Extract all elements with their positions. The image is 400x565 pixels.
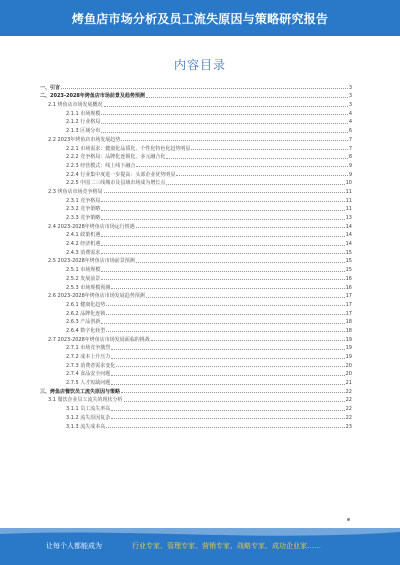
toc-entry-label: 2.5.3 市场规模预测 — [66, 284, 111, 291]
toc-leader-dots — [101, 123, 348, 124]
toc-leader-dots — [101, 132, 348, 133]
toc-entry[interactable] — [40, 351, 352, 360]
toc-entry[interactable] — [40, 403, 352, 412]
toc-entry-label: 二、2023-2028年烤鱼店市场前景及趋势预测 — [40, 93, 145, 100]
toc-entry-label: 2.2.5 中国二三线城市及县域市场成为增长点 — [66, 180, 166, 187]
toc-entry[interactable] — [40, 299, 352, 308]
toc-entry[interactable] — [40, 247, 352, 256]
toc-entry-label: 2.2.1 市场需求：健康化品质化、个性化特色化趋势明显 — [66, 145, 191, 152]
toc-leader-dots — [124, 401, 345, 402]
toc-leader-dots — [101, 210, 344, 211]
toc-entry-page: 14 — [345, 232, 352, 239]
toc-entry-page: 17 — [345, 310, 352, 317]
toc-entry-page: 9 — [348, 162, 352, 169]
toc-entry[interactable] — [40, 386, 352, 395]
toc-entry-page: 22 — [345, 388, 352, 395]
toc-leader-dots — [106, 314, 344, 315]
toc-leader-dots — [101, 323, 344, 324]
toc-entry[interactable] — [40, 117, 352, 126]
toc-leader-dots — [111, 384, 344, 385]
toc-entry[interactable] — [40, 343, 352, 352]
toc-entry-label: 2.4.2 经济机遇 — [66, 241, 101, 248]
footer-slogan: 让每个人都能成为 — [46, 542, 102, 550]
toc-entry-page: 4 — [348, 119, 352, 126]
toc-leader-dots — [111, 358, 344, 359]
toc-entry-page: 4 — [348, 110, 352, 117]
toc-entry-page: 10 — [345, 180, 352, 187]
toc-entry[interactable] — [40, 360, 352, 369]
toc-leader-dots — [104, 192, 345, 193]
report-header — [0, 0, 400, 36]
toc-entry-label: 2.7.5 人才短缺问题 — [66, 380, 111, 387]
toc-entry-page: 11 — [345, 206, 352, 213]
toc-entry-label: 3.1.1 员工流失率高 — [66, 406, 111, 413]
toc-leader-dots — [111, 410, 344, 411]
toc-leader-dots — [106, 305, 344, 306]
toc-entry-page: 3 — [348, 102, 352, 109]
toc-leader-dots — [106, 427, 344, 428]
toc-entry-page: 6 — [348, 128, 352, 135]
toc-leader-dots — [101, 279, 344, 280]
toc-entry-page: 15 — [345, 249, 352, 256]
toc-leader-dots — [106, 331, 344, 332]
toc-leader-dots — [151, 340, 345, 341]
toc-leader-dots — [104, 106, 348, 107]
toc-entry-page: 8 — [348, 154, 352, 161]
toc-leader-dots — [121, 140, 348, 141]
toc-leader-dots — [101, 245, 344, 246]
toc-entry[interactable] — [40, 421, 352, 430]
toc-leader-dots — [146, 97, 348, 98]
toc-entry-page: 19 — [345, 336, 352, 343]
toc-leader-dots — [101, 219, 344, 220]
toc-entry-page: 22 — [345, 406, 352, 413]
table-of-contents — [40, 82, 352, 430]
toc-entry-page: 7 — [348, 145, 352, 152]
toc-entry-page: 22 — [345, 397, 352, 404]
toc-entry[interactable] — [40, 160, 352, 169]
toc-entry-page: 15 — [345, 267, 352, 274]
toc-entry-label: 3.1.3 流失成本高 — [66, 423, 106, 430]
toc-entry-label: 2.2.3 经营模式：线上线下融合 — [66, 162, 136, 169]
toc-entry[interactable] — [40, 325, 352, 334]
toc-entry-label: 2.4.3 消费需求 — [66, 249, 101, 256]
toc-entry-label: 2.5.1 市场规模 — [66, 267, 101, 274]
toc-entry[interactable] — [40, 82, 352, 91]
toc-entry-label: 2.3.1 竞争格局 — [66, 197, 101, 204]
toc-entry-label: 2.3.2 竞争策略 — [66, 206, 101, 213]
toc-entry-page: 18 — [345, 319, 352, 326]
toc-entry[interactable] — [40, 308, 352, 317]
toc-entry-page: 23 — [345, 423, 352, 430]
toc-leader-dots — [146, 297, 345, 298]
toc-leader-dots — [136, 227, 345, 228]
toc-entry[interactable] — [40, 195, 352, 204]
toc-entry[interactable] — [40, 108, 352, 117]
toc-entry-page: 21 — [345, 380, 352, 387]
toc-entry[interactable] — [40, 273, 352, 282]
toc-entry-label: 2.7 2023-2028年烤鱼店市场发展面临的挑战 — [48, 336, 150, 343]
toc-entry[interactable] — [40, 221, 352, 230]
toc-entry-page: 14 — [345, 241, 352, 248]
toc-entry-label: 2.4 2023-2028年烤鱼店市场运行机遇 — [48, 223, 135, 230]
toc-entry[interactable] — [40, 377, 352, 386]
toc-leader-dots — [111, 288, 344, 289]
toc-entry-page: 7 — [348, 136, 352, 143]
toc-entry[interactable] — [40, 238, 352, 247]
toc-entry-page: 20 — [345, 371, 352, 378]
toc-entry[interactable] — [40, 369, 352, 378]
footer-slogan-highlight: 行业专家、管理专家、营销专家、战略专家、成功企业家…… — [132, 542, 321, 550]
toc-entry-page: 14 — [345, 223, 352, 230]
toc-entry[interactable] — [40, 204, 352, 213]
toc-entry-label: 2.7.3 消费者需求变化 — [66, 362, 116, 369]
toc-entry-page: 20 — [345, 362, 352, 369]
toc-leader-dots — [136, 262, 345, 263]
toc-leader-dots — [101, 201, 344, 202]
toc-entry-page: 3 — [348, 84, 352, 91]
toc-entry-page: 3 — [348, 93, 352, 100]
toc-entry-label: 2.6 2023-2028年烤鱼店市场发展趋势预测 — [48, 293, 145, 300]
toc-entry-label: 2.2 2023年烤鱼店市场发展趋势 — [48, 136, 121, 143]
toc-entry[interactable] — [40, 395, 352, 404]
toc-entry-label: 2.6.4 数字化转型 — [66, 327, 106, 334]
toc-entry[interactable] — [40, 334, 352, 343]
toc-entry-page: 18 — [345, 327, 352, 334]
toc-entry[interactable] — [40, 212, 352, 221]
toc-entry[interactable] — [40, 134, 352, 143]
toc-entry-label: 2.1.2 行业格局 — [66, 119, 101, 126]
toc-entry-label: 2.3 烤鱼店市场竞争格局 — [48, 188, 103, 195]
toc-entry-page: 19 — [345, 345, 352, 352]
toc-entry-page: 22 — [345, 414, 352, 421]
toc-entry[interactable] — [40, 178, 352, 187]
toc-entry-page: 19 — [345, 354, 352, 360]
toc-entry-page: 11 — [345, 188, 352, 195]
footer-banner — [0, 528, 400, 565]
toc-entry-page: 13 — [345, 215, 352, 221]
toc-leader-dots — [111, 418, 344, 419]
report-title: 烤鱼店市场分析及员工流失原因与策略研究报告 — [71, 11, 329, 26]
toc-entry[interactable] — [40, 256, 352, 265]
toc-entry-label: 2.6.3 产品创新 — [66, 319, 101, 326]
toc-entry-label: 2.4.1 政策机遇 — [66, 232, 101, 239]
toc-entry[interactable] — [40, 169, 352, 178]
toc-entry-label: 3.1.2 流失原因复杂 — [66, 414, 111, 421]
toc-entry-label: 三、烤鱼店餐饮员工流失原因与策略 — [40, 388, 121, 395]
toc-entry[interactable] — [40, 143, 352, 152]
toc-leader-dots — [116, 366, 344, 367]
toc-entry-label: 2.5 2023-2028年烤鱼店市场前景预测 — [48, 258, 135, 265]
toc-leader-dots — [101, 253, 344, 254]
toc-entry[interactable] — [40, 230, 352, 239]
toc-entry-page: 15 — [345, 258, 352, 265]
toc-entry-label: 2.6.2 品牌化连锁 — [66, 310, 106, 317]
toc-entry-label: 2.7.2 成本上升压力 — [66, 354, 111, 360]
toc-entry[interactable] — [40, 412, 352, 421]
toc-leader-dots — [191, 149, 347, 150]
toc-entry-page: 17 — [345, 293, 352, 300]
toc-entry-page: 11 — [345, 197, 352, 204]
toc-leader-dots — [101, 236, 344, 237]
toc-entry[interactable] — [40, 91, 352, 100]
toc-entry-label: 2.7.4 食品安全问题 — [66, 371, 111, 378]
toc-entry[interactable] — [40, 264, 352, 273]
toc-leader-dots — [136, 166, 347, 167]
toc-entry-label: 2.1.1 市场规模 — [66, 110, 101, 117]
page-dot — [347, 518, 350, 521]
toc-entry-label: 一、引言 — [40, 84, 61, 91]
toc-entry-page: 9 — [348, 171, 352, 178]
toc-entry[interactable] — [40, 282, 352, 291]
toc-entry[interactable] — [40, 317, 352, 326]
toc-entry[interactable] — [40, 291, 352, 300]
toc-entry[interactable] — [40, 99, 352, 108]
toc-entry[interactable] — [40, 125, 352, 134]
toc-entry-label: 2.1.3 区域分布 — [66, 128, 101, 135]
toc-entry-label: 2.2.2 竞争格局：品牌化连锁化、多元融合化 — [66, 154, 166, 161]
toc-entry-label: 3.1 餐饮企业员工流失的现状分析 — [48, 397, 123, 404]
toc-entry-page: 17 — [345, 301, 352, 308]
toc-leader-dots — [101, 114, 348, 115]
toc-leader-dots — [111, 375, 344, 376]
toc-leader-dots — [101, 271, 344, 272]
toc-entry-label: 2.6.1 健康化趋势 — [66, 301, 106, 308]
toc-entry-page: 16 — [345, 284, 352, 291]
toc-leader-dots — [176, 175, 347, 176]
toc-entry-label: 2.5.2 发展前景 — [66, 275, 101, 282]
toc-leader-dots — [166, 184, 344, 185]
toc-entry[interactable] — [40, 186, 352, 195]
toc-entry-label: 2.2.4 行业集中度进一步提高：头部企业优势明显 — [66, 171, 176, 178]
toc-leader-dots — [121, 392, 345, 393]
toc-entry-page: 16 — [345, 275, 352, 282]
toc-entry-label: 2.3.3 竞争策略 — [66, 215, 101, 221]
toc-entry[interactable] — [40, 152, 352, 161]
toc-heading: 内容目录 — [173, 58, 226, 72]
toc-entry-label: 2.1 烤鱼店市场发展概况 — [48, 102, 103, 109]
toc-leader-dots — [61, 88, 348, 89]
toc-entry-label: 2.7.1 市场竞争激烈 — [66, 345, 111, 352]
toc-leader-dots — [111, 349, 344, 350]
toc-leader-dots — [166, 158, 347, 159]
